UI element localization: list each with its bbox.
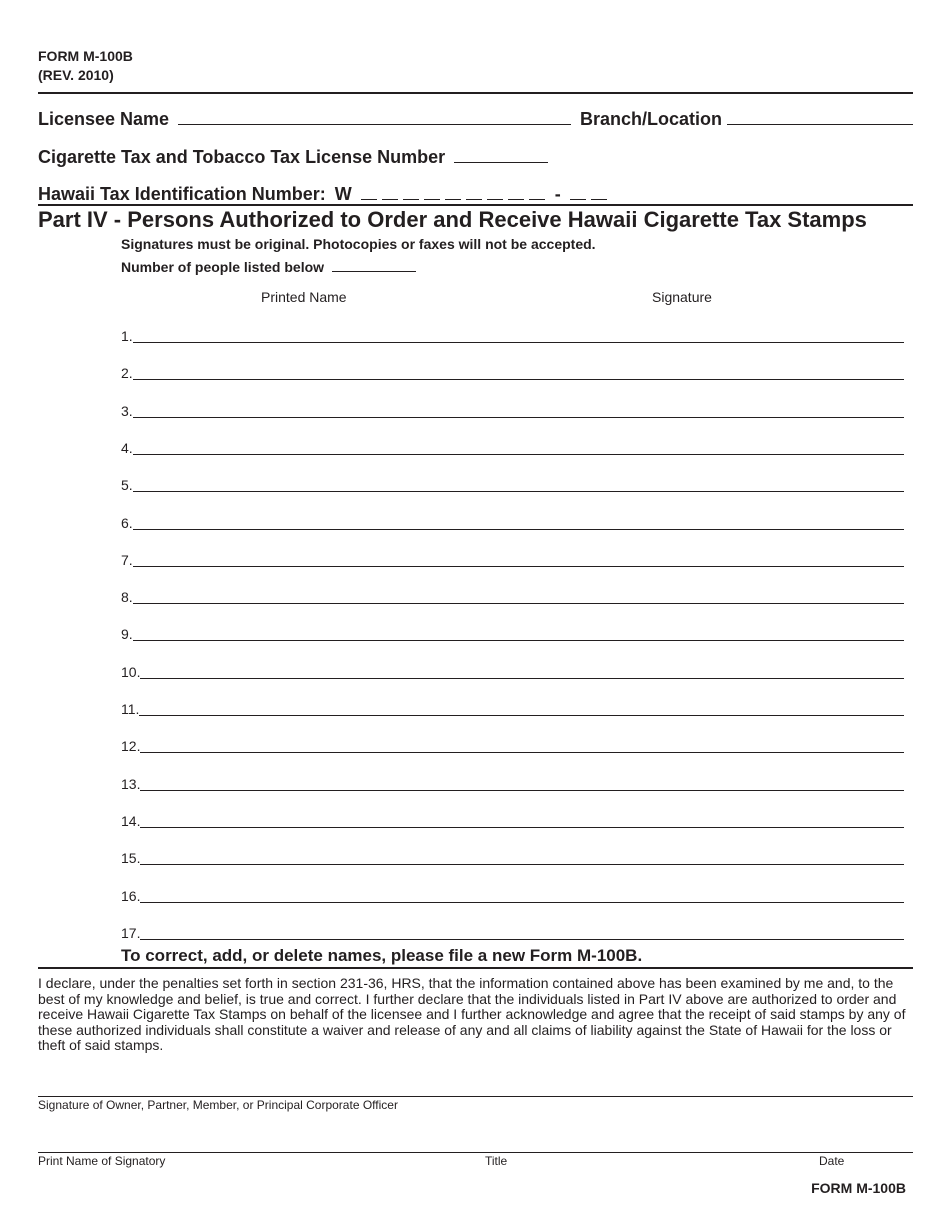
people-count-row — [121, 259, 416, 275]
name-signature-line[interactable] — [140, 827, 904, 828]
authorized-person-row — [121, 620, 904, 642]
tax-id-digits[interactable] — [361, 184, 550, 204]
license-number-field[interactable] — [454, 148, 548, 163]
authorized-person-row — [121, 658, 904, 680]
row-number: 9. — [121, 626, 133, 643]
tax-id-suffix-digits[interactable] — [570, 184, 612, 204]
row-number: 8. — [121, 589, 133, 606]
branch-location-row — [580, 109, 913, 130]
branch-location-label: Branch/Location — [580, 109, 723, 129]
name-signature-line[interactable] — [140, 939, 904, 940]
row-number: 6. — [121, 514, 133, 531]
print-name-line[interactable] — [38, 1152, 913, 1153]
authorized-person-row — [121, 807, 904, 829]
name-signature-line[interactable] — [133, 640, 904, 641]
row-number: 12. — [121, 738, 141, 755]
row-number: 10. — [121, 663, 141, 680]
authorized-person-row — [121, 509, 904, 531]
authorized-person-row — [121, 695, 904, 717]
row-number: 2. — [121, 365, 133, 382]
authorized-person-row — [121, 359, 904, 381]
name-signature-line[interactable] — [133, 342, 904, 343]
name-signature-line[interactable] — [133, 529, 904, 530]
correction-note: To correct, add, or delete names, please file a new Form M-100B. — [121, 946, 643, 965]
row-number: 1. — [121, 328, 133, 344]
tax-id-separator: - — [554, 184, 561, 204]
authorized-person-row — [121, 471, 904, 493]
row-number: 7. — [121, 551, 133, 568]
print-name-caption: Print Name of Signatory — [38, 1154, 166, 1168]
signature-note: Signatures must be original. Photocopies or faxes will not be accepted. — [121, 236, 596, 252]
tax-id-row — [38, 184, 612, 205]
signature-line[interactable] — [38, 1096, 913, 1097]
authorized-person-row — [121, 434, 904, 456]
license-number-label: Cigarette Tax and Tobacco Tax License Number — [38, 147, 446, 167]
authorized-person-row — [121, 770, 904, 792]
row-number: 5. — [121, 477, 133, 494]
licensee-name-row — [38, 109, 571, 130]
tax-id-prefix: W — [334, 184, 352, 204]
row-number: 15. — [121, 850, 141, 867]
branch-location-field[interactable] — [727, 110, 913, 125]
row-number: 3. — [121, 402, 133, 419]
authorized-person-row — [121, 919, 904, 941]
row-number: 13. — [121, 775, 141, 792]
authorized-person-row — [121, 546, 904, 568]
declaration-text: I declare, under the penalties set forth in section 231-36, HRS, that the information contained above has been examined by me and, to the best of my knowledge and belief, is true and correct. I further declare that the individuals listed in Part IV above are authorized to order and receive Hawaii Cigarette Tax Stamps on behalf of the licensee and I further acknowledge and agree that the receipt of said stamps by any of these authorized individuals shall constitute a waiver and release of any and all claims of liability against the State of Hawaii for the loss or theft of said stamps. — [38, 975, 906, 1053]
people-count-label: Number of people listed below — [121, 259, 325, 275]
name-signature-line[interactable] — [140, 790, 904, 791]
printed-name-header: Printed Name — [261, 289, 347, 305]
title-caption: Title — [485, 1154, 508, 1168]
authorized-person-row — [121, 322, 904, 344]
authorized-person-row — [121, 397, 904, 419]
form-number: FORM M-100B — [38, 48, 133, 64]
name-signature-line[interactable] — [133, 454, 904, 455]
signature-caption: Signature of Owner, Partner, Member, or Principal Corporate Officer — [38, 1098, 398, 1112]
tax-id-label: Hawaii Tax Identification Number: — [38, 184, 326, 204]
row-number: 4. — [121, 439, 133, 456]
date-caption: Date — [819, 1154, 845, 1168]
authorized-person-row — [121, 732, 904, 754]
footer-form-number: FORM M-100B — [811, 1180, 906, 1196]
licensee-name-label: Licensee Name — [38, 109, 170, 129]
name-signature-line[interactable] — [140, 864, 904, 865]
name-signature-line[interactable] — [133, 379, 904, 380]
name-signature-line[interactable] — [139, 715, 904, 716]
row-number: 11. — [121, 701, 140, 717]
form-revision: (REV. 2010) — [38, 67, 114, 83]
row-number: 16. — [121, 887, 141, 904]
form-header — [38, 47, 133, 85]
authorized-person-row — [121, 844, 904, 866]
name-signature-line[interactable] — [133, 566, 904, 567]
name-signature-line[interactable] — [133, 491, 904, 492]
row-number: 17. — [121, 924, 141, 941]
authorized-person-row — [121, 882, 904, 904]
name-signature-line[interactable] — [133, 603, 904, 604]
declaration-divider — [38, 967, 913, 969]
signature-header: Signature — [652, 289, 712, 305]
header-divider — [38, 92, 913, 94]
authorized-person-row — [121, 583, 904, 605]
name-signature-line[interactable] — [140, 902, 904, 903]
part4-divider — [38, 204, 913, 206]
license-number-row — [38, 147, 548, 168]
row-number: 14. — [121, 812, 141, 829]
name-signature-line[interactable] — [140, 752, 904, 753]
people-count-field[interactable] — [332, 259, 416, 272]
name-signature-line[interactable] — [140, 678, 904, 679]
licensee-name-field[interactable] — [178, 110, 571, 125]
part4-title: Part IV - Persons Authorized to Order and Receive Hawaii Cigarette Tax Stamps — [38, 207, 867, 232]
name-signature-line[interactable] — [133, 417, 904, 418]
